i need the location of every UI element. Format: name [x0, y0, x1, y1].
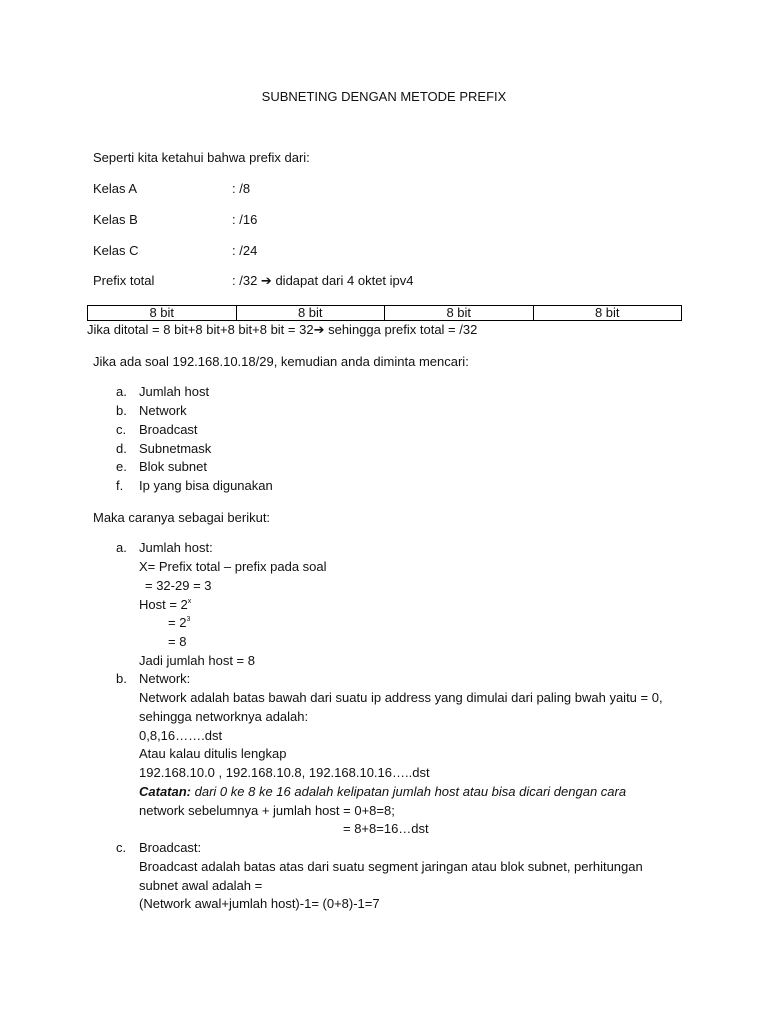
bit-table	[87, 305, 682, 321]
right-arrow-icon: ➔	[313, 322, 325, 337]
eq2-exponent: 3	[186, 616, 191, 623]
list-item: Network	[139, 403, 187, 418]
right-arrow-icon: ➔	[260, 273, 272, 288]
bit-cell: 8 bit	[236, 306, 385, 321]
host-formula: Host = 2	[139, 597, 188, 612]
answer-a-eq3: = 8	[168, 634, 187, 649]
prefix-total-value: : /32	[232, 273, 258, 288]
answer-b-line7: network sebelumnya + jumlah host = 0+8=8;	[139, 803, 395, 818]
answer-b-note	[139, 784, 626, 800]
list-item: Broadcast	[139, 422, 198, 437]
class-b-value: : /16	[232, 212, 258, 227]
answer-a-heading: Jumlah host:	[139, 540, 213, 555]
method-intro: Maka caranya sebagai berikut:	[93, 510, 271, 525]
list-marker: f.	[116, 478, 124, 493]
list-item: Subnetmask	[139, 441, 212, 456]
class-b-label: Kelas B	[93, 212, 138, 227]
class-a-value: : /8	[232, 181, 251, 196]
list-marker: b.	[116, 403, 127, 418]
class-a-label: Kelas A	[93, 181, 138, 196]
list-item: Blok subnet	[139, 459, 207, 474]
answer-b-line5: 192.168.10.0 , 192.168.10.8, 192.168.10.16…..dst	[139, 765, 430, 780]
intro-text: Seperti kita ketahui bahwa prefix dari:	[93, 150, 310, 165]
answer-b-line4: Atau kalau ditulis lengkap	[139, 746, 287, 761]
list-item: Ip yang bisa digunakan	[139, 478, 273, 493]
list-marker: a.	[116, 384, 127, 399]
prefix-total-label: Prefix total	[93, 273, 155, 288]
answer-a-result: Jadi jumlah host = 8	[139, 653, 255, 668]
note-text: dari 0 ke 8 ke 16 adalah kelipatan jumlah host atau bisa dicari dengan cara	[191, 784, 627, 799]
prefix-total-line	[232, 273, 414, 289]
answer-c-heading: Broadcast:	[139, 840, 202, 855]
answer-c-line3: (Network awal+jumlah host)-1= (0+8)-1=7	[139, 896, 380, 911]
total-line-part2: sehingga prefix total = /32	[324, 322, 478, 337]
answer-c-line2: subnet awal adalah =	[139, 878, 263, 893]
answer-a-marker: a.	[116, 540, 127, 555]
list-marker: c.	[116, 422, 127, 437]
prefix-total-note: didapat dari 4 oktet ipv4	[275, 273, 414, 288]
answer-a-line1: X= Prefix total – prefix pada soal	[139, 559, 327, 574]
answer-b-marker: b.	[116, 671, 127, 686]
answer-a-line2: = 32-29 = 3	[145, 578, 212, 593]
question-text: Jika ada soal 192.168.10.18/29, kemudian anda diminta mencari:	[93, 354, 469, 369]
host-exponent: x	[187, 598, 192, 605]
answer-c-marker: c.	[116, 840, 127, 855]
total-line-part1: Jika ditotal = 8 bit+8 bit+8 bit+8 bit = 32	[87, 322, 314, 337]
answer-a-host	[139, 597, 191, 613]
list-marker: d.	[116, 441, 127, 456]
bit-cell: 8 bit	[533, 306, 682, 321]
answer-b-heading: Network:	[139, 671, 191, 686]
answer-b-line3: 0,8,16…….dst	[139, 728, 223, 743]
total-line	[87, 322, 477, 338]
eq2-base: = 2	[168, 615, 187, 630]
answer-b-line2: sehingga networknya adalah:	[139, 709, 309, 724]
class-c-label: Kelas C	[93, 243, 139, 258]
bit-cell: 8 bit	[88, 306, 237, 321]
page-title: SUBNETING DENGAN METODE PREFIX	[261, 89, 507, 104]
bit-cell: 8 bit	[385, 306, 534, 321]
answer-a-eq2	[168, 615, 190, 631]
list-item: Jumlah host	[139, 384, 210, 399]
answer-c-line1: Broadcast adalah batas atas dari suatu segment jaringan atau blok subnet, perhitungan	[139, 859, 643, 874]
bit-table-row	[88, 306, 682, 321]
note-label: Catatan:	[139, 784, 192, 799]
answer-b-line1: Network adalah batas bawah dari suatu ip address yang dimulai dari paling bwah yaitu = 0,	[139, 690, 663, 705]
class-c-value: : /24	[232, 243, 258, 258]
answer-b-line8: = 8+8=16…dst	[343, 821, 429, 836]
list-marker: e.	[116, 459, 127, 474]
